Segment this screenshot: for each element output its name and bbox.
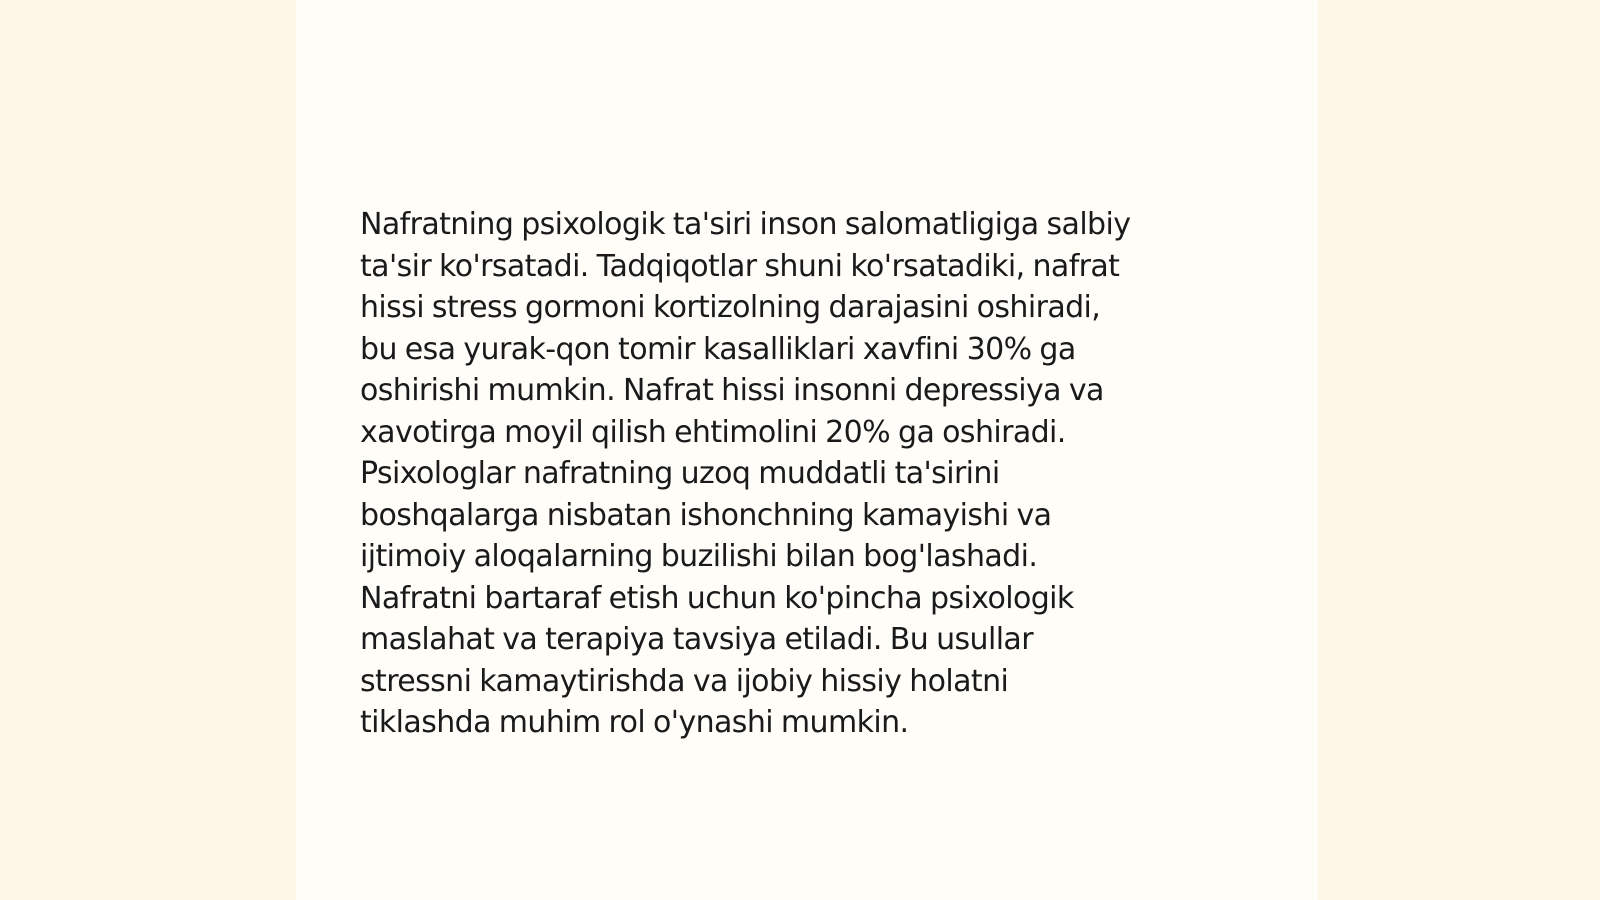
- paragraph-line: boshqalarga nisbatan ishonchning kamayishi va: [360, 497, 1052, 533]
- paragraph-line: ijtimoiy aloqalarning buzilishi bilan bog'lashadi.: [360, 539, 1038, 574]
- paragraph-line: Nafratning psixologik ta'siri inson salomatligiga salbiy: [360, 207, 1131, 242]
- paragraph-line: Nafratni bartaraf etish uchun ko'pincha psixologik: [360, 580, 1074, 616]
- paragraph-line: Psixologlar nafratning uzoq muddatli ta'sirini: [360, 456, 1000, 491]
- paragraph-line: stressni kamaytirishda va ijobiy hissiy holatni: [360, 663, 1009, 699]
- body-paragraph: [360, 204, 1260, 744]
- paragraph-line: tiklashda muhim rol o'ynashi mumkin.: [360, 705, 909, 740]
- paragraph-line: ta'sir ko'rsatadi. Tadqiqotlar shuni ko'rsatadiki, nafrat: [360, 248, 1120, 284]
- document-page: [296, 0, 1318, 900]
- paragraph-line: maslahat va terapiya tavsiya etiladi. Bu usullar: [360, 622, 1033, 657]
- paragraph-line: hissi stress gormoni kortizolning darajasini oshiradi,: [360, 290, 1101, 325]
- paragraph-line: xavotirga moyil qilish ehtimolini 20% ga oshiradi.: [360, 414, 1066, 450]
- paragraph-line: bu esa yurak-qon tomir kasalliklari xavfini 30% ga: [360, 331, 1076, 367]
- paragraph-line: oshirishi mumkin. Nafrat hissi insonni depressiya va: [360, 373, 1104, 408]
